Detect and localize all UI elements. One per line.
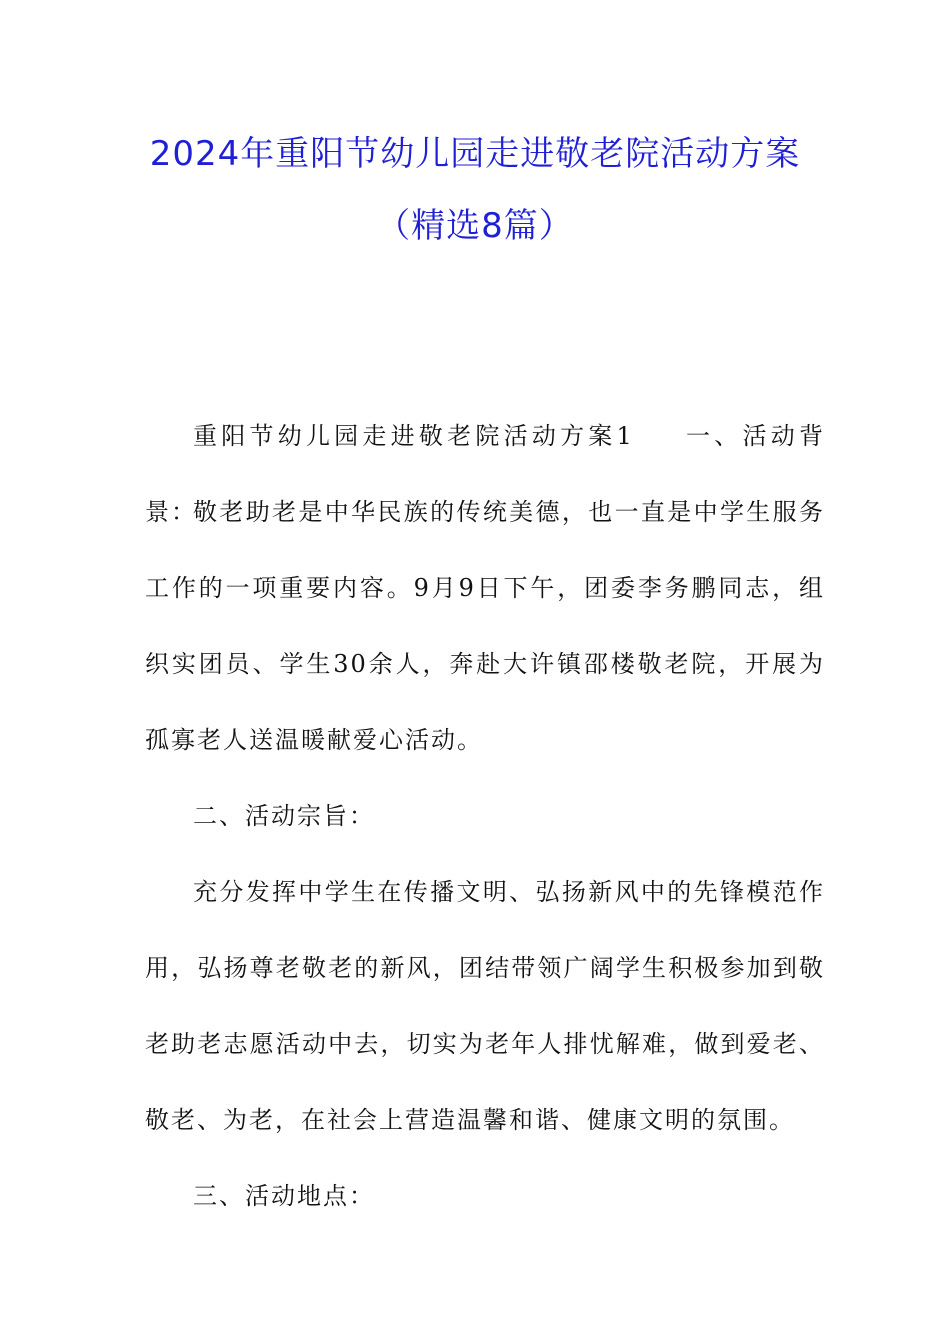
location-heading: 三、活动地点： [193,1182,375,1210]
document-title-line-1: 2024年重阳节幼儿园走进敬老院活动方案 [149,134,801,174]
background-heading: 一、活动背景： [145,422,825,526]
purpose-paragraph: 充分发挥中学生在传播文明、弘扬新风中的先锋模范作用，弘扬尊老敬老的新风，团结带领广阔学生积极参加到敬老助老志愿活动中去，切实为老年人排忧解难，做到爱老、敬老、为老，在社会上营造温馨和谐、健康文明的氛围。 [145,878,825,1134]
background-paragraph: 敬老助老是中华民族的传统美德，也一直是中学生服务工作的一项重要内容。9月9日下午，团委李务鹏同志，组织实团员、学生30余人，奔赴大许镇邵楼敬老院，开展为孤寡老人送温暖献爱心活动。 [145,498,825,754]
document-title-line-2: （精选8篇） [376,206,574,246]
purpose-heading: 二、活动宗旨： [193,802,375,830]
plan-heading: 重阳节幼儿园走进敬老院活动方案1 [193,422,634,450]
